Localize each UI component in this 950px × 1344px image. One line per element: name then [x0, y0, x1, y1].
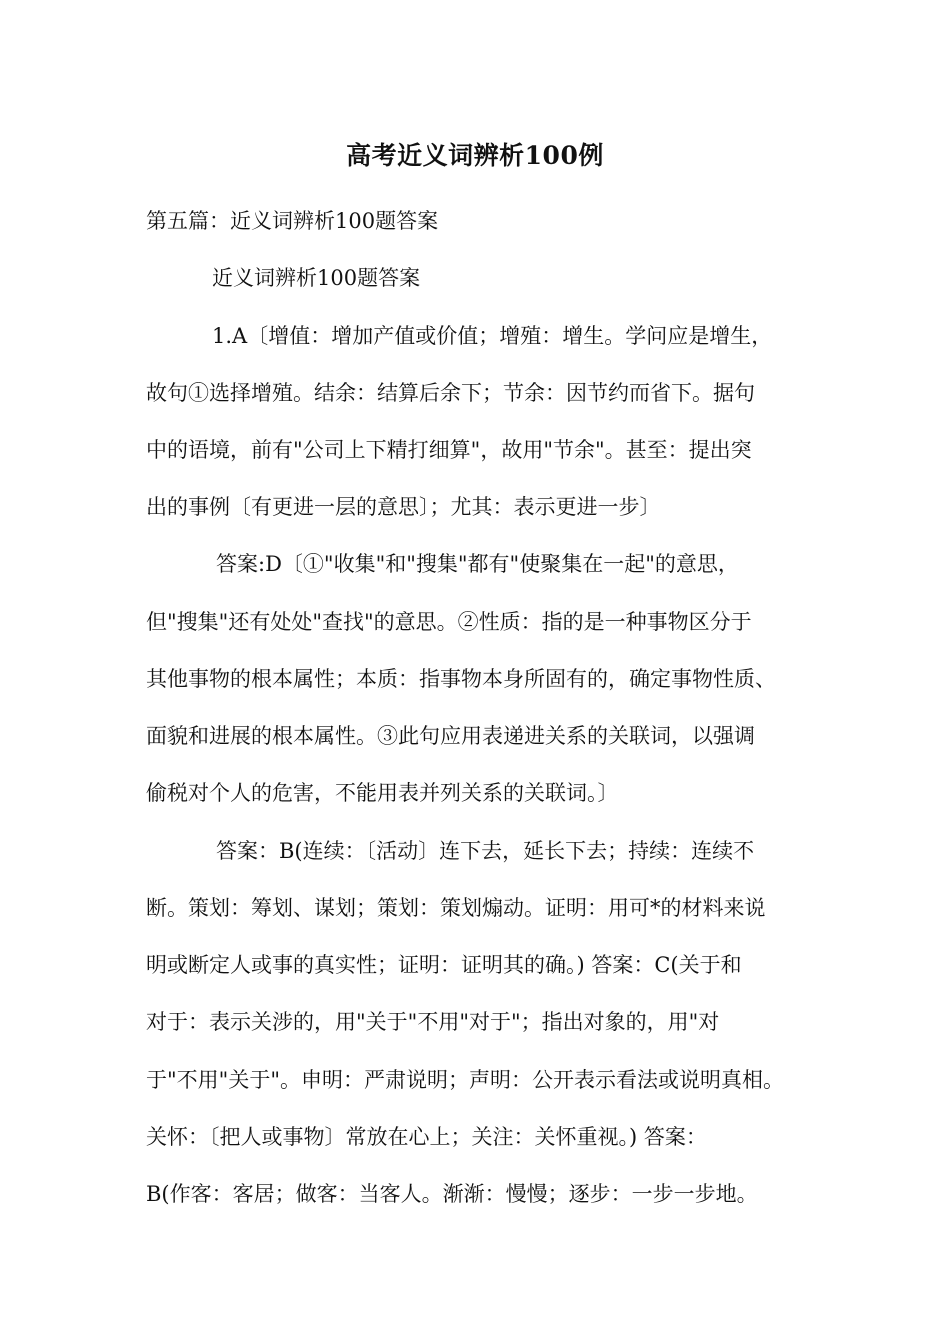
paragraph-line: 关怀：〔把人或事物〕常放在心上；关注：关怀重视。) 答案：	[146, 1125, 707, 1149]
paragraph-line: 中的语境，前有"公司上下精打细算"，故用"节余"。甚至：提出突	[146, 438, 752, 462]
paragraph-line: 偷税对个人的危害，不能用表并列关系的关联词。〕	[146, 781, 619, 805]
subheading: 近义词辨析100题答案	[212, 266, 421, 290]
paragraph-line: 对于：表示关涉的，用"关于"不用"对于"；指出对象的，用"对	[146, 1010, 720, 1034]
paragraph-line: 断。策划：筹划、谋划；策划：策划煽动。证明：用可*的材料来说	[146, 896, 766, 920]
section-heading: 第五篇：近义词辨析100题答案	[146, 209, 439, 233]
paragraph-line: 1.A〔增值：增加产值或价值；增殖：增生。学问应是增生，	[212, 324, 773, 348]
document-title: 高考近义词辨析100例	[346, 141, 604, 170]
paragraph-line: 出的事例〔有更进一层的意思〕；尤其：表示更进一步〕	[146, 495, 661, 519]
paragraph-line: 于"不用"关于"。申明：严肃说明；声明：公开表示看法或说明真相。	[146, 1068, 784, 1092]
paragraph-line: B(作客：客居；做客：当客人。渐渐：慢慢；逐步：一步一步地。	[146, 1182, 758, 1206]
paragraph-line: 故句①选择增殖。结余：结算后余下；节余：因节约而省下。据句	[146, 381, 755, 405]
paragraph-line: 面貌和进展的根本属性。③此句应用表递进关系的关联词，以强调	[146, 724, 755, 748]
paragraph-line: 但"搜集"还有处处"查找"的意思。②性质：指的是一种事物区分于	[146, 610, 752, 634]
paragraph-line: 其他事物的根本属性；本质：指事物本身所固有的，确定事物性质、	[146, 667, 776, 691]
paragraph-line: 答案:D〔①"收集"和"搜集"都有"使聚集在一起"的意思，	[216, 552, 739, 576]
paragraph-line: 明或断定人或事的真实性；证明：证明其的确。) 答案：C(关于和	[146, 953, 742, 977]
paragraph-line: 答案：B(连续：〔活动〕连下去，延长下去；持续：连续不	[216, 839, 755, 863]
